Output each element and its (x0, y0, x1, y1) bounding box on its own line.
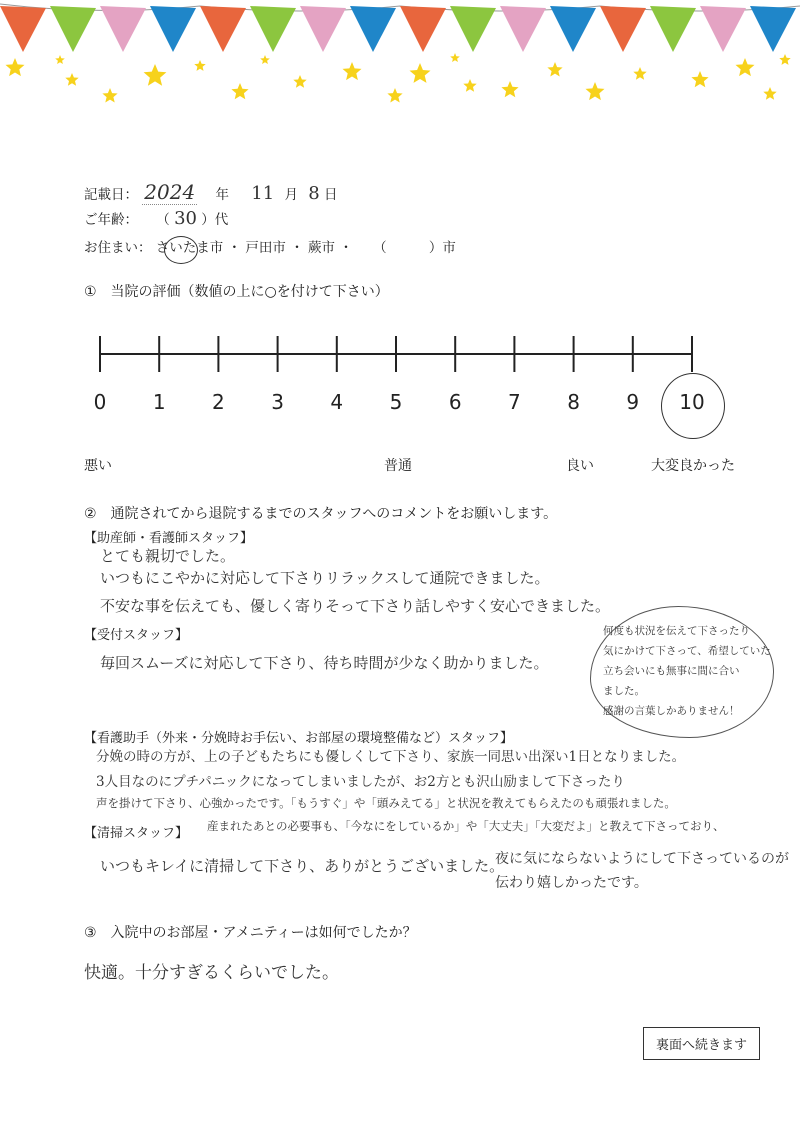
cleaning-comment-3: 夜に気にならないようにして下さっているのが (495, 851, 789, 867)
age-open: （ (156, 212, 170, 228)
star (231, 83, 248, 99)
star-decorations (6, 53, 791, 103)
star (293, 75, 306, 88)
pennant-flag (500, 6, 546, 52)
bubble-line-5: 感謝の言葉しかありません！ (603, 705, 740, 717)
star (547, 62, 562, 77)
star (691, 71, 708, 87)
pennant-flag (400, 6, 446, 52)
midwife-section-label: 【助産師・看護師スタッフ】 (84, 531, 254, 546)
midwife-comment-2: いつもにこやかに対応して下さりリラックスして通院できました。 (100, 569, 550, 587)
address-close: ）市 (428, 240, 456, 256)
star (260, 55, 270, 64)
rating-selected-circle (661, 373, 725, 439)
scale-tick-label[interactable]: 9 (626, 390, 640, 414)
month-unit: 月 (284, 187, 298, 203)
star (463, 79, 476, 92)
pennant-flags (0, 6, 796, 52)
date-year: 2024 (144, 180, 196, 204)
scale-tick-label[interactable]: 10 (679, 390, 705, 414)
star (55, 55, 65, 64)
scale-tick-label[interactable]: 1 (152, 390, 166, 414)
pennant-flag (250, 6, 296, 52)
continue-on-back-label: 裏面へ続きます (643, 1027, 760, 1060)
pennant-flag (700, 6, 746, 52)
address-option-toda: 戸田市 (245, 240, 286, 256)
scale-tick-label[interactable]: 7 (508, 390, 521, 414)
bubble-line-4: ました。 (603, 685, 645, 697)
date-row (84, 180, 338, 204)
pennant-flag (200, 6, 246, 52)
star (779, 54, 790, 65)
scale-label-excellent: 大変良かった (651, 458, 735, 474)
address-separator-1: ・ (227, 240, 242, 256)
scale-tick-label[interactable]: 6 (448, 390, 462, 414)
pennant-banner (0, 0, 800, 115)
address-option-saitama: さいたま市 (156, 240, 228, 256)
assistant-comment-3: 声を掛けて下さり、心強かったです。「もうすぐ」や「頭みえてる」と状況を教えてもらえたのも頑張れました。 (96, 796, 676, 810)
address-open: （ (373, 240, 387, 256)
date-month: 11 (251, 183, 275, 204)
pennant-flag (550, 6, 596, 52)
date-label: 記載日： (84, 187, 138, 203)
address-label: お住まい： (84, 240, 152, 256)
cleaning-comment-2: いつもキレイに清掃して下さり、ありがとうございました。 (100, 857, 505, 875)
address-selected-circle (164, 236, 198, 264)
cleaning-comment-4: 伝わり嬉しかったです。 (495, 875, 648, 891)
star (194, 60, 205, 71)
rating-scale-line (0, 330, 800, 380)
star (343, 62, 362, 80)
star (144, 64, 167, 86)
star (586, 82, 605, 100)
scale-label-bad: 悪い (84, 458, 112, 474)
assistant-section-label: 【看護助手（外来・分娩時お手伝い、お部屋の環境整備など）スタッフ】 (84, 731, 514, 746)
pennant-flag (50, 6, 96, 52)
age-label: ご年齢： (84, 212, 138, 228)
star (501, 81, 518, 97)
q3-title: ③ 入院中のお部屋・アメニティーは如何でしたか？ (84, 925, 417, 941)
comment-bubble (590, 606, 774, 738)
scale-tick-label[interactable]: 4 (330, 390, 344, 414)
scale-tick-label[interactable]: 0 (93, 390, 107, 414)
reception-section-label: 【受付スタッフ】 (84, 628, 189, 643)
pennant-flag (600, 6, 646, 52)
pennant-flag (150, 6, 196, 52)
star (736, 58, 755, 76)
date-day: 8 (308, 183, 320, 204)
address-separator-3: ・ (339, 240, 353, 256)
reception-comment-1: 毎回スムーズに対応して下さり、待ち時間が少なく助かりました。 (100, 654, 549, 672)
assistant-comment-1: 分娩の時の方が、上の子どもたちにも優しくして下さり、家族一同思い出深い1日となりました。 (96, 749, 686, 765)
scale-label-normal: 普通 (384, 458, 412, 474)
star (450, 53, 460, 62)
pennant-flag (750, 6, 796, 52)
star (410, 63, 431, 83)
assistant-comment-2: 3人目なのにプチパニックになってしまいましたが、お2方とも沢山励まして下さったり (96, 774, 625, 790)
cleaning-section-label: 【清掃スタッフ】 (84, 826, 189, 841)
bubble-line-3: 立ち会いにも無事に間に合い (603, 665, 740, 677)
star (6, 58, 25, 76)
bubble-text (603, 621, 771, 721)
bubble-line-1: 何度も状況を伝えて下さったり (603, 625, 750, 637)
midwife-comment-3: 不安な事を伝えても、優しく寄りそって下さり話しやすく安心できました。 (100, 597, 611, 615)
age-close: ）代 (201, 212, 229, 228)
star (763, 87, 776, 100)
day-unit: 日 (324, 187, 338, 203)
address-separator-2: ・ (290, 240, 304, 256)
pennant-flag (300, 6, 346, 52)
pennant-flag (650, 6, 696, 52)
q2-title: ② 通院されてから退院するまでのスタッフへのコメントをお願いします。 (84, 506, 558, 522)
pennant-flag (450, 6, 496, 52)
bubble-line-2: 気にかけて下さって、希望していた (603, 645, 771, 657)
year-unit: 年 (215, 187, 229, 203)
address-row (84, 236, 456, 256)
star (387, 88, 402, 103)
star (633, 67, 646, 80)
midwife-comment-1: とても親切でした。 (100, 547, 236, 565)
pennant-flag (0, 6, 46, 52)
pennant-flag (100, 6, 146, 52)
scale-tick-label[interactable]: 5 (389, 390, 403, 414)
age-row (84, 208, 228, 229)
age-value: 30 (174, 208, 197, 229)
scale-tick-label[interactable]: 2 (212, 390, 225, 414)
cleaning-comment-1: 産まれたあとの必要事も、「今なにをしているか」や「大丈夫」「大変だよ」と教えて下さっており、 (207, 819, 725, 833)
address-option-warabi: 蕨市 (307, 240, 335, 256)
scale-tick-label[interactable]: 8 (567, 390, 580, 414)
star (102, 88, 117, 103)
scale-tick-label[interactable]: 3 (271, 390, 284, 414)
pennant-flag (350, 6, 396, 52)
q3-answer: 快適。十分すぎるくらいでした。 (84, 963, 339, 983)
q1-title: ① 当院の評価（数値の上に○を付けて下さい） (84, 284, 389, 300)
scale-label-good: 良い (566, 458, 594, 474)
star (65, 73, 78, 86)
